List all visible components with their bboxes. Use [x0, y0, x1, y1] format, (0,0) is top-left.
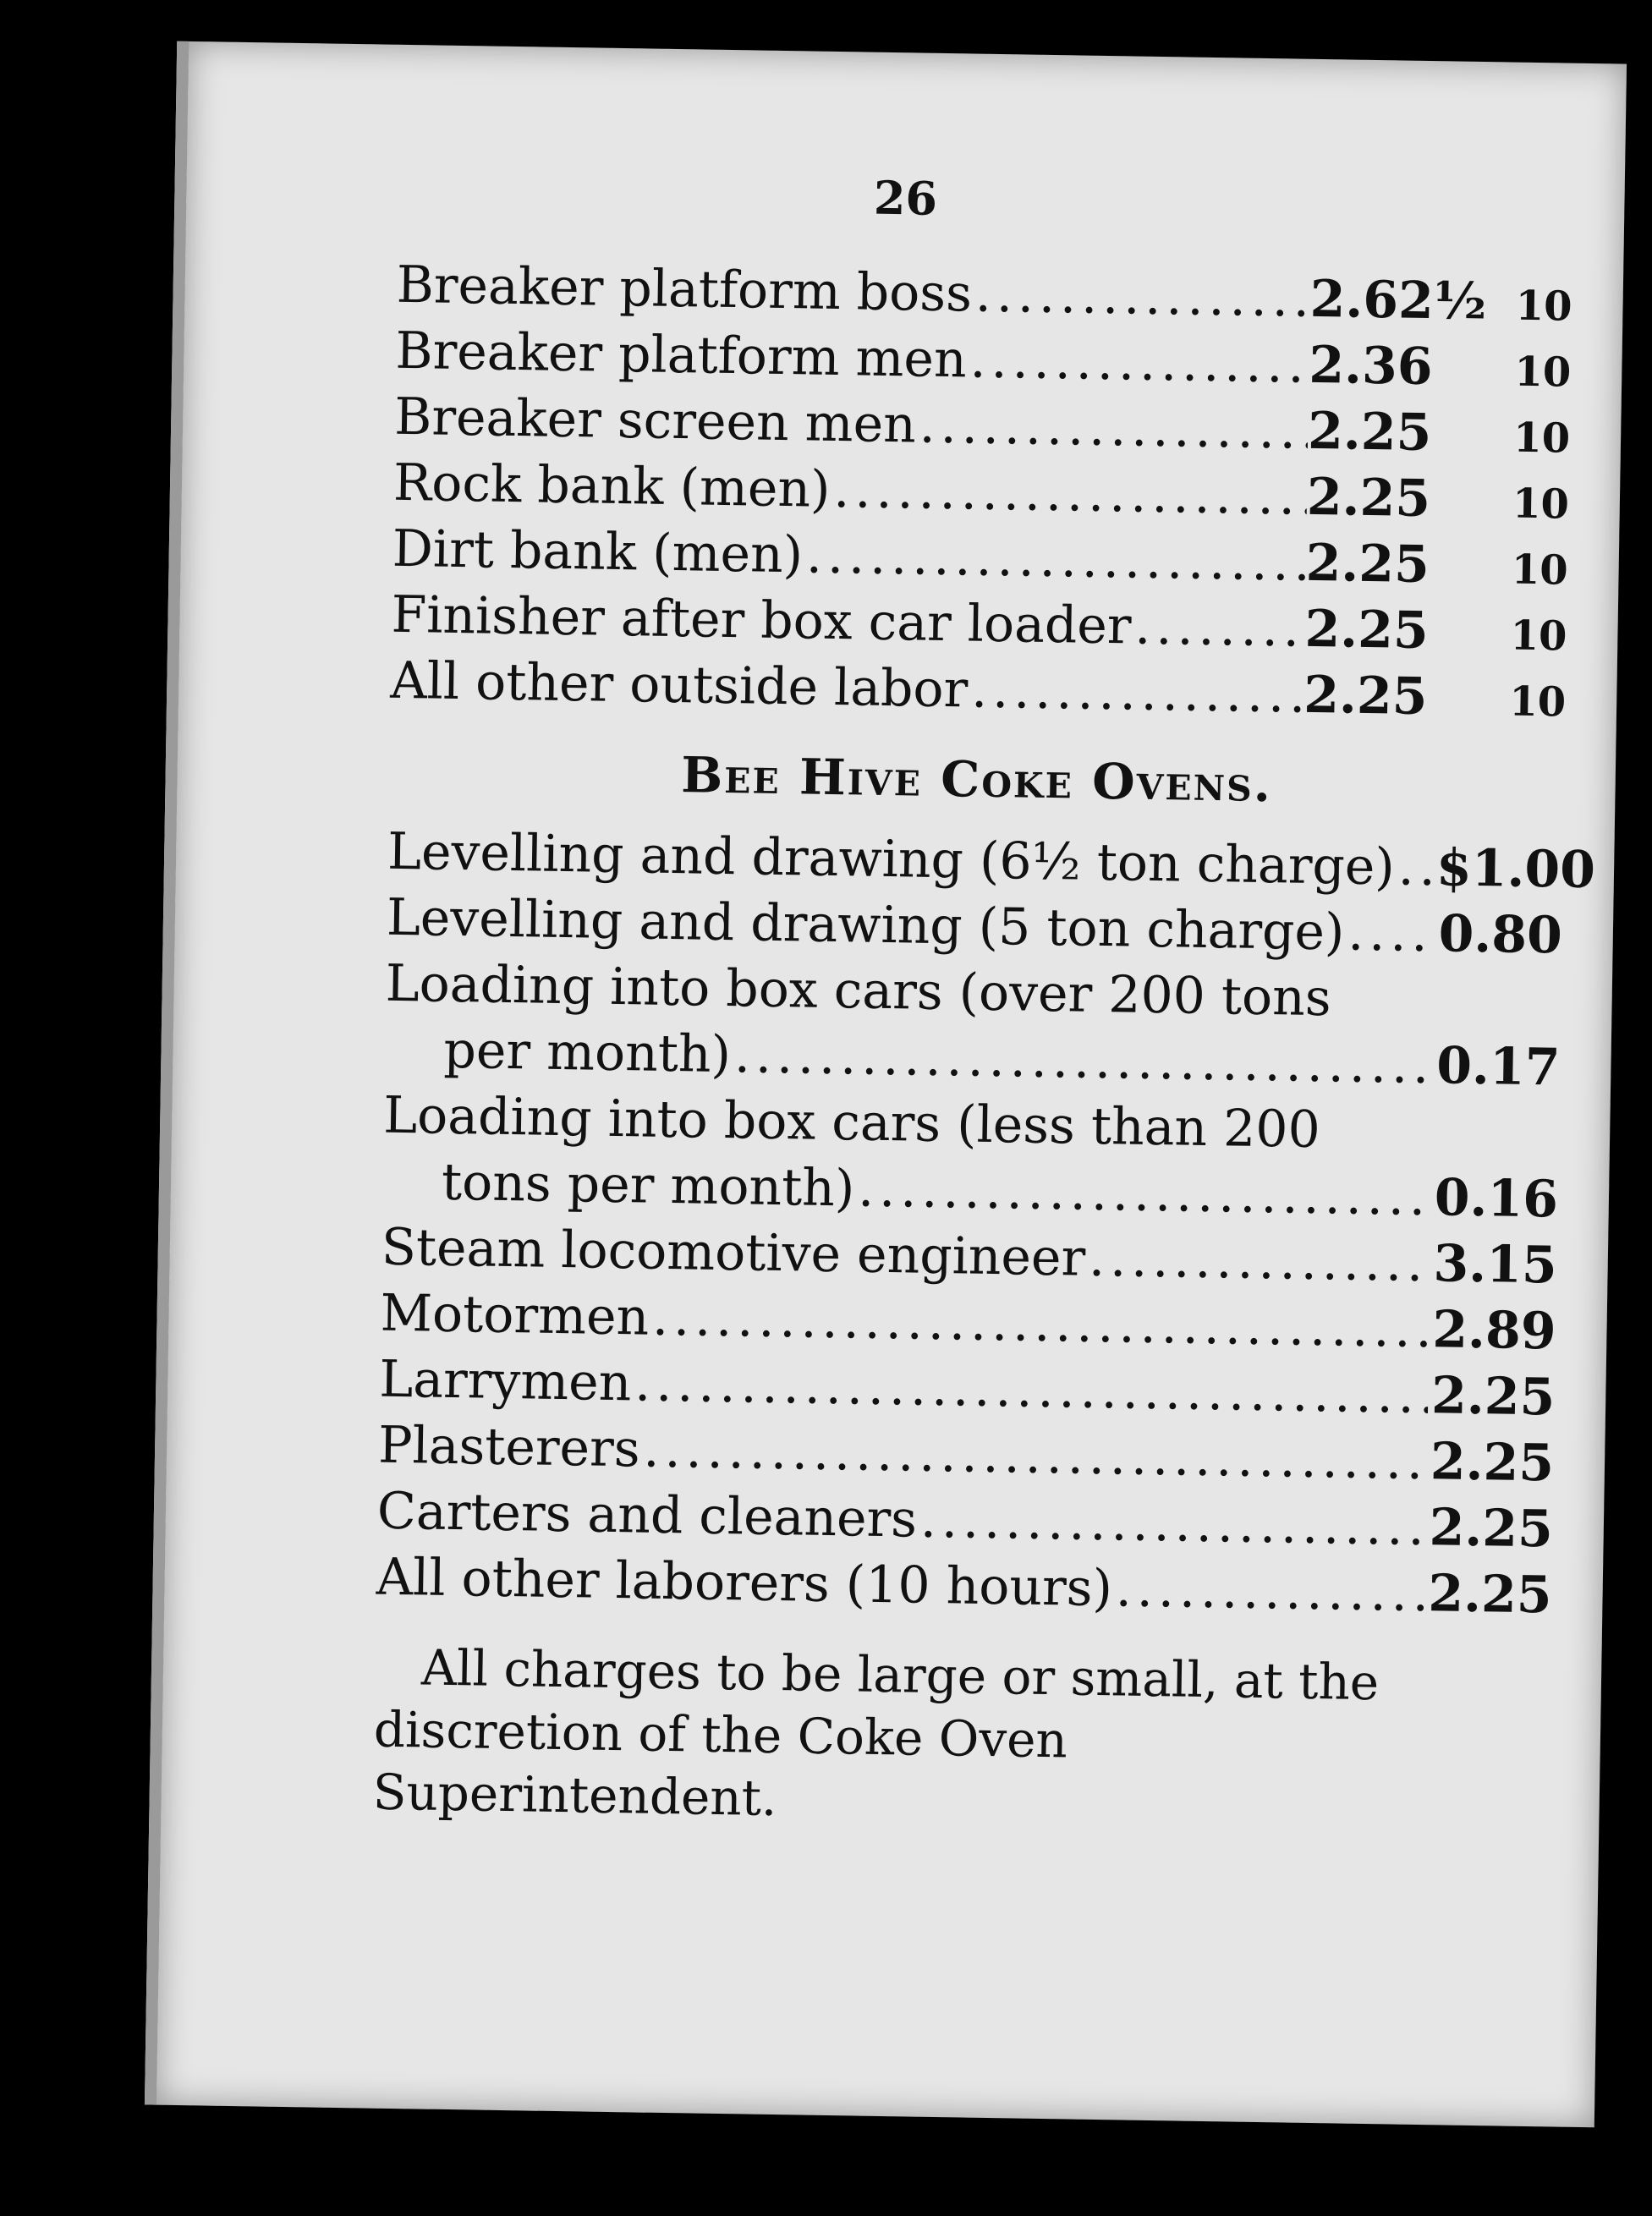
hours-per-day: 10: [1515, 282, 1572, 331]
dot-leader: [1394, 834, 1437, 901]
dot-leader: [916, 1487, 1426, 1561]
wage-rate: 0.17: [1435, 1036, 1561, 1098]
dot-leader: [639, 1416, 1428, 1495]
job-title: Breaker screen men: [393, 387, 917, 455]
hours-per-day: 10: [1510, 612, 1567, 661]
job-title-line: Loading into box cars (over 200 tons: [385, 953, 1332, 1028]
job-title: Larrymen: [378, 1349, 632, 1413]
job-title: All other laborers (10 hours): [376, 1547, 1113, 1619]
wage-rate: 2.25: [1305, 533, 1430, 595]
job-title: Steam locomotive engineer: [381, 1217, 1086, 1288]
job-title: Plasterers: [377, 1415, 641, 1479]
dot-leader: [968, 656, 1304, 727]
wage-row: [382, 1083, 1560, 1233]
wage-rate: 3.15: [1433, 1234, 1558, 1296]
dot-leader: [649, 1285, 1430, 1363]
footnote: All charges to be large or small, at the discretion of the Coke Oven Superintendent.: [372, 1638, 1380, 1828]
job-title: Carters and cleaners: [376, 1481, 918, 1550]
dot-leader: [966, 326, 1309, 398]
hours-per-day: 10: [1508, 677, 1567, 727]
job-title: Breaker platform boss: [396, 255, 973, 324]
job-title: Levelling and drawing (6½ ton charge): [387, 821, 1396, 897]
dot-leader: [631, 1350, 1429, 1429]
wage-rate: $1.00: [1435, 838, 1596, 901]
dot-leader: [1085, 1226, 1431, 1297]
wage-rate: 2.36: [1308, 335, 1434, 398]
document-page: [145, 41, 1627, 2128]
page-number: 26: [873, 170, 938, 226]
wage-rate: 2.25: [1429, 1498, 1554, 1560]
job-title: Rock bank (men): [392, 453, 831, 519]
hours-per-day: 10: [1511, 546, 1569, 595]
wage-rate: 2.25: [1303, 599, 1430, 661]
wage-rate: 2.25: [1427, 1564, 1553, 1626]
job-title: Levelling and drawing (5 ton charge): [386, 887, 1345, 963]
wage-rate: 0.16: [1434, 1168, 1559, 1230]
job-title: tons per month): [441, 1152, 855, 1219]
wage-rate: 2.25: [1303, 665, 1428, 727]
wage-rate: 2.25: [1430, 1432, 1555, 1494]
dot-leader: [830, 457, 1308, 530]
section-heading: Bee Hive Coke Ovens.: [680, 746, 1273, 814]
dot-leader: [730, 1022, 1434, 1099]
job-title: Breaker platform men: [395, 321, 968, 390]
job-title: Finisher after box car loader: [391, 584, 1133, 656]
job-title-line: Loading into box cars (less than 200: [382, 1085, 1321, 1160]
hours-per-day: 10: [1512, 480, 1570, 529]
dot-leader: [1344, 900, 1436, 968]
wage-rate: 2.25: [1430, 1366, 1556, 1428]
dot-leader: [1111, 1555, 1425, 1626]
wage-rate: 2.62½: [1309, 269, 1487, 332]
dot-leader: [915, 392, 1309, 463]
dot-leader: [802, 522, 1306, 595]
hours-per-day: 10: [1514, 348, 1572, 397]
job-title: per month): [443, 1020, 732, 1085]
dot-leader: [854, 1155, 1432, 1231]
job-title: Dirt bank (men): [392, 518, 804, 585]
job-title: Motormen: [380, 1283, 650, 1347]
wage-rate: 2.25: [1306, 467, 1431, 529]
wage-rate: 2.89: [1431, 1300, 1557, 1362]
job-title: All other outside labor: [389, 650, 969, 720]
dot-leader: [971, 261, 1310, 332]
wage-row: [384, 951, 1561, 1101]
wage-schedule: [371, 252, 1596, 1891]
wage-rate: 2.25: [1307, 401, 1432, 463]
wage-rate: 0.80: [1438, 904, 1563, 966]
hours-per-day: 10: [1512, 414, 1571, 463]
dot-leader: [1131, 594, 1305, 662]
